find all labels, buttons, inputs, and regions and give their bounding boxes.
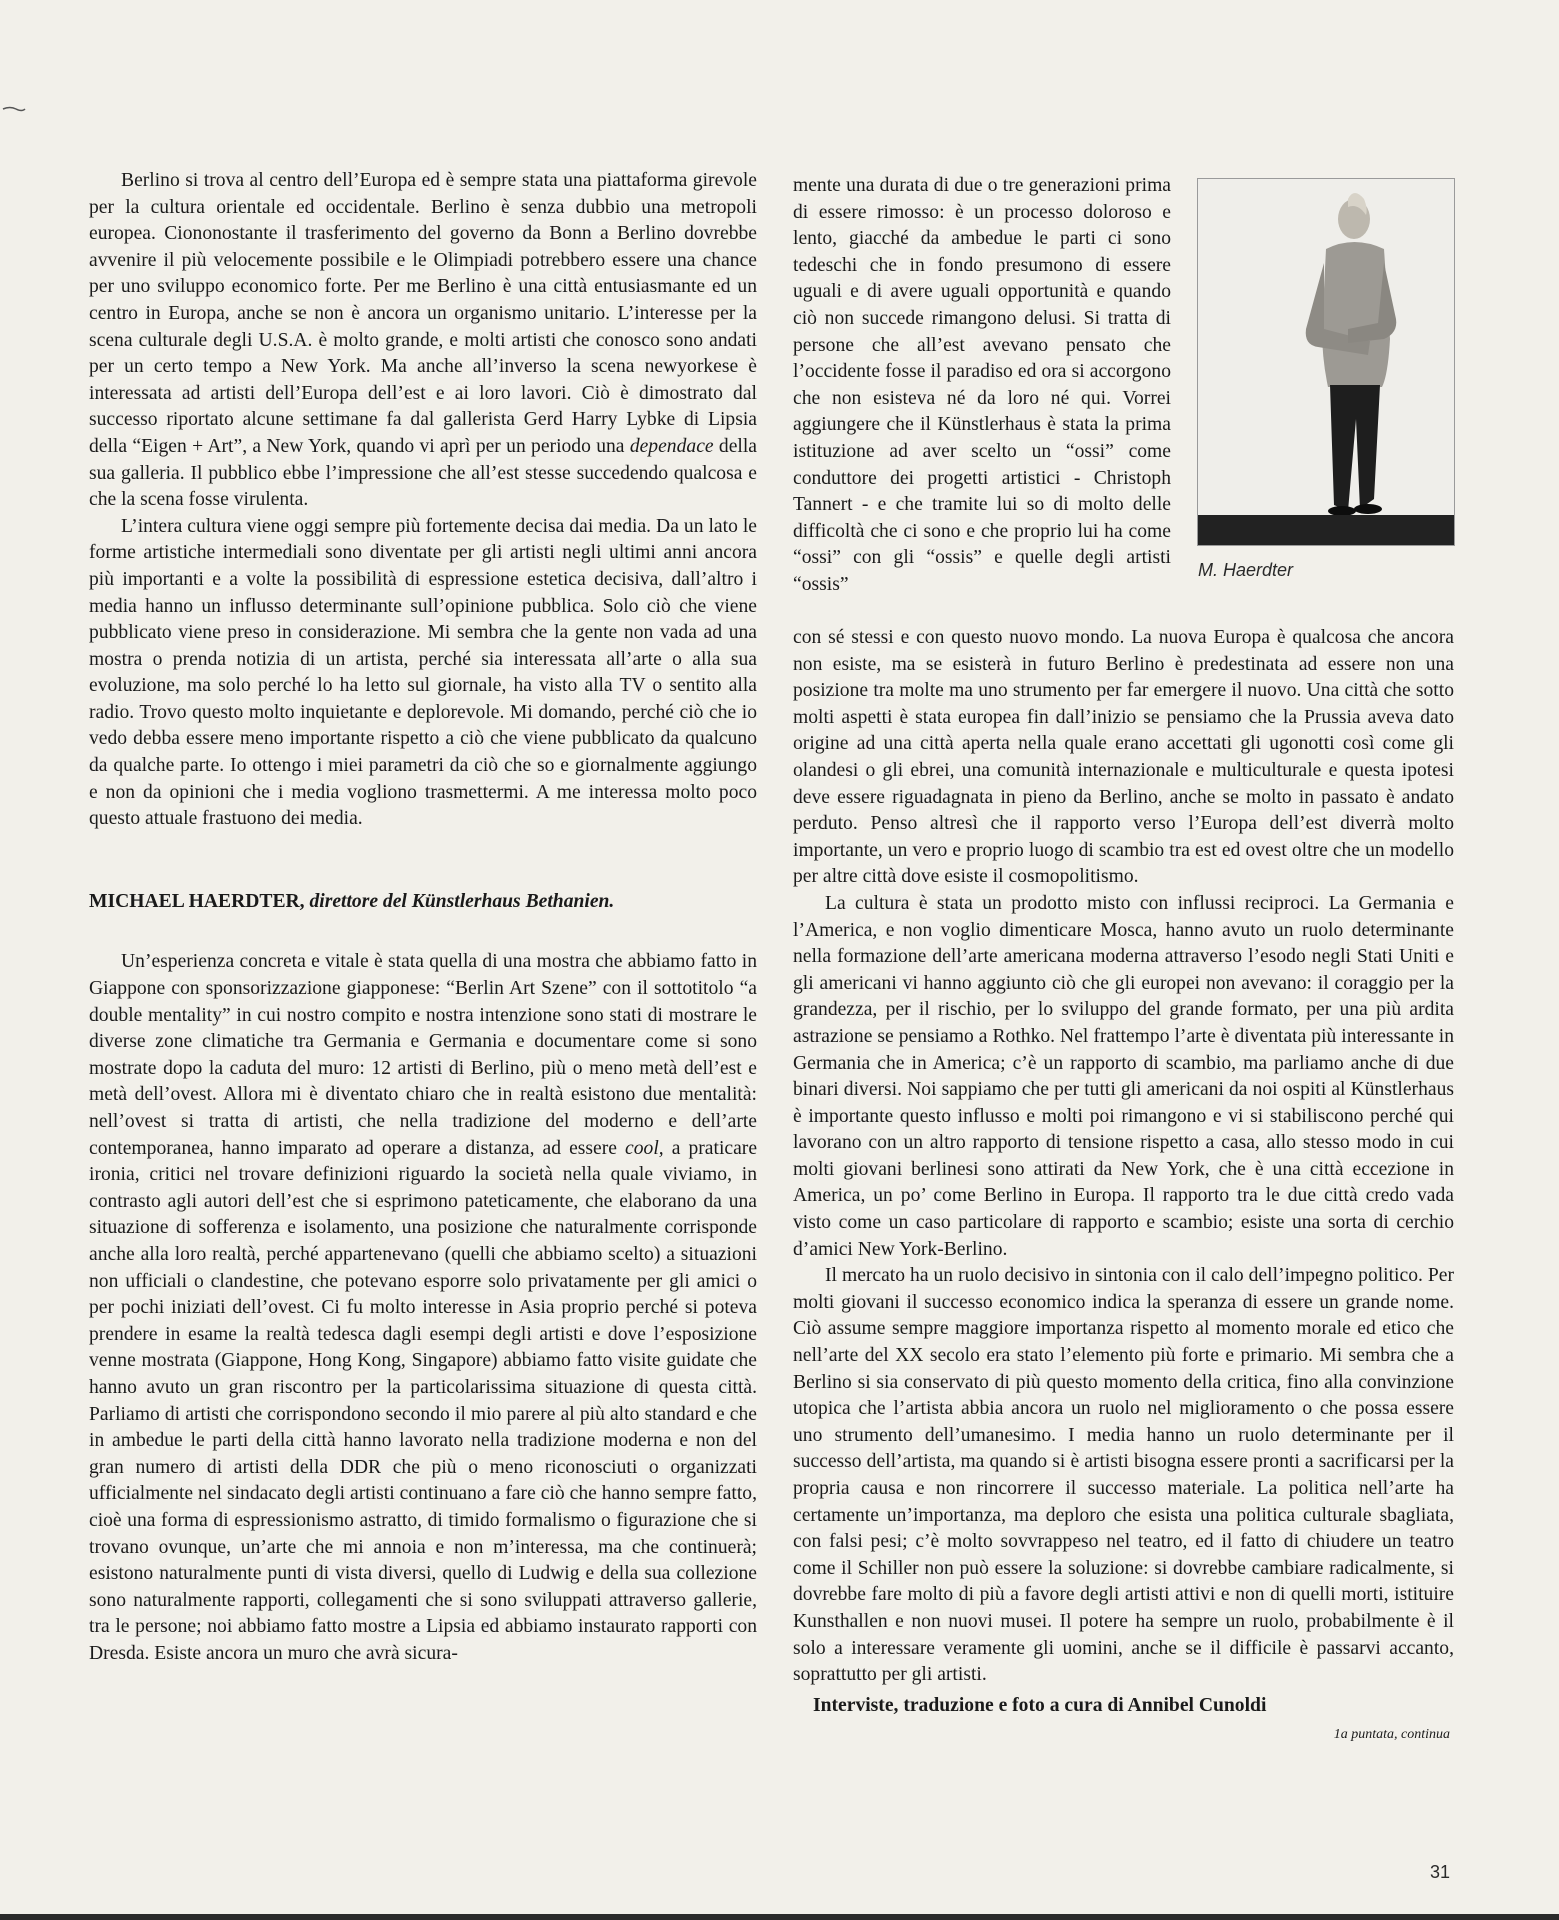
credits-line: Interviste, traduzione e foto a cura di Annibel Cunoldi bbox=[813, 1694, 1267, 1716]
right-column-top bbox=[793, 173, 1171, 599]
byline-role: direttore del Künstlerhaus Bethanien. bbox=[309, 890, 615, 912]
byline-name: MICHAEL HAERDTER, bbox=[89, 890, 305, 912]
scan-mark bbox=[2, 104, 26, 114]
continuation-note: 1a puntata, continua bbox=[1333, 1727, 1450, 1743]
paragraph: Il mercato ha un ruolo decisivo in sintonia con il calo dell’impegno politico. Per molti giovani il successo economico indica la speranza di essere un grande nome. Ciò assume sempre maggiore importanza rispetto al momento morale ed etico che nell’arte del XX secolo era stato l’elemento più forte e primario. Mi sembra che a Berlino si sia conservato di più questo momento della critica, fino alla convinzione utopica che l’artista abbia ancora un ruolo nel miglioramento o che possa essere uno strumento dell’umanesimo. I media hanno un ruolo determinante per il successo dell’artista, ma quando si è artisti bisogna essere pronti a sacrificarsi per la propria causa e non rincorrere il successo materiale. La politica nell’arte ha certamente un’importanza, ma deploro che esista una politica culturale sbagliata, con falsi pesi; c’è molto sovvrappeso nel teatro, ed il fatto di chiudere un teatro come il Schiller non può essere la soluzione: si dovrebbe cambiare radicalmente, si dovrebbe fare molto di più a favore degli artisti attivi e non di quelli morti, istituire Kunsthallen e non nuovi musei. Il potere ha sempre un ruolo, probabilmente è il solo a interessare veramente gli uomini, anche se il difficile è passarvi accanto, soprattutto per gli artisti. bbox=[793, 1265, 1454, 1686]
interview-byline bbox=[89, 889, 757, 916]
paragraph: Un’esperienza concreta e vitale è stata quella di una mostra che abbiamo fatto in Giappone con sponsorizzazione giapponese: “Berlin Art Szene” con il sottotitolo “a double mentality” in cui nostro compito e nostra intenzione sono stati di mostrare le diverse zone climatiche tra Germania e Germania e documentare come si sono mostrate dopo la caduta del muro: 12 artisti di Berlino, più o meno metà dell’est e metà dell’ovest. Allora mi è diventato chiaro che in realtà esistono due mentalità: nell’ovest si tratta di artisti, che nella tradizione del moderno e dell’arte contemporanea, hanno imparato ad operare a distanza, ad essere cool, a praticare ironia, critici nel trovare definizioni riguardo la società nella quale viviamo, in contrasto agli autori dell’est che si esprimono pateticamente, che elaborano da una situazione di sofferenza e isolamento, una posizione che naturalmente corrisponde anche alla loro realtà, perché appartenevano (quelli che abbiamo scelto) a situazioni non ufficiali o clandestine, che potevano esporre solo privatamente per gli amici o per pochi iniziati dell’ovest. Ci fu molto interesse in Asia proprio perché si poteva prendere in esame la realtà tedesca dagli esempi degli artisti e dove l’esposizione venne mostrata (Giappone, Hong Kong, Singapore) abbiamo fatto visite guidate che hanno avuto un gran riscontro per la particolarissima situazione di questa città. Parliamo di artisti che corrispondono secondo il mio parere al più alto standard e che in ambedue le parti della città hanno lavorato nella tradizione moderna e non del gran numero di artisti della DDR che più o meno riconosciuti o organizzati ufficialmente nel sindacato degli artisti continuano a fare ciò che hanno sempre fatto, cioè una forma di espressionismo astratto, di timido formalismo o figurazione che si trovano ovunque, un’arte che mi annoia e non m’interessa, ma che continuerà; esistono naturalmente punti di vista diversi, quello di Ludwig e della sua collezione sono naturalmente rapporti, collegamenti che si sono sviluppati attraverso gallerie, tra le persone; noi abbiamo fatto mostre a Lipsia ed abbiamo instaurato rapporti con Dresda. Esiste ancora un muro che avrà sicura- bbox=[89, 951, 758, 1664]
portrait-photo bbox=[1197, 178, 1455, 546]
paragraph: Berlino si trova al centro dell’Europa ed è sempre stata una piattaforma girevole per la cultura orientale ed occidentale. Berlino è senza dubbio una metropoli europea. Ciononostante il trasferimento del governo da Bonn a Berlino dovrebbe avvenire il più velocemente possibile e le Olimpiadi potrebbero essere una chance per uno sviluppo economico forte. Per me Berlino è una città entusiasmante ed un centro in Europa, anche se non è ancora un organismo unitario. L’interesse per la scena culturale degli U.S.A. è molto grande, e molti artisti che conosco sono andati per un certo tempo a New York. Ma anche all’inverso la scena newyorkese è interessata ad artisti dell’Europa dell’est e ai loro lavori. Ciò è dimostrato dal successo riportato alcune settimane fa dal gallerista Gerd Harry Lybke di Lipsia della “Eigen + Art”, a New York, quando vi aprì per un periodo una dependace della sua galleria. Il pubblico ebbe l’impressione che all’est stesse succedendo qualcosa e che la scena fosse virulenta. bbox=[89, 170, 757, 511]
right-column bbox=[793, 625, 1454, 1745]
photo-floor bbox=[1198, 515, 1454, 545]
page-number: 31 bbox=[1430, 1862, 1451, 1882]
paragraph: con sé stessi e con questo nuovo mondo. La nuova Europa è qualcosa che ancora non esiste, ma se esisterà in futuro Berlino è predestinata ad essere non una posizione tra molte ma uno strumento per far emergere il nuovo. Una città che sotto molti aspetti è stata europea fin dall’inizio se pensiamo che la Prussia aveva dato origine ad una città aperta nella quale erano accettati gli ugonotti così come gli olandesi o gli ebrei, una comunità internazionale e multiculturale e questa ipotesi deve essere riguadagnata in pieno da Berlino, anche se molto in passato è andato perduto. Penso altresì che il rapporto verso l’Europa dell’est diverrà molto importante, un vero e proprio luogo di scambio tra est ed ovest oltre che un modello per altre città dove esiste il cosmopolitismo. bbox=[793, 627, 1454, 888]
left-column bbox=[89, 168, 757, 1667]
paragraph: L’intera cultura viene oggi sempre più fortemente decisa dai media. Da un lato le forme artistiche intermediali sono diventate per gli artisti negli ultimi anni ancora più importanti e a volte la possibilità di espressione estetica decisiva, dall’altro i media hanno un influsso determinante sull’opinione pubblica. Solo ciò che viene pubblicato viene preso in considerazione. Mi sembra che la gente non vada ad una mostra o prenda notizia di un artista, perché sia interessata all’arte o alla sua evoluzione, ma solo perché lo ha letto sul giornale, ha visto alla TV o sentito alla radio. Trovo questo molto inquietante e deplorevole. Mi domando, perché ciò che io vedo debba essere meno importante rispetto a ciò che viene pubblicato da qualcuno da qualche parte. Io ottengo i miei parametri da ciò che so e giornalmente aggiungo e non da opinioni che i media vogliono trasmettermi. A me interessa molto poco questo attuale frastuono dei media. bbox=[89, 515, 757, 830]
photo-caption: M. Haerdter bbox=[1198, 560, 1294, 580]
paragraph: La cultura è stata un prodotto misto con influssi reciproci. La Germania e l’America, e non voglio dimenticare Mosca, hanno avuto un ruolo determinante nella formazione dell’arte americana moderna attraverso l’esodo negli Stati Uniti e gli americani vi hanno aggiunto ciò che gli europei non avevano: il coraggio per la grandezza, per il rischio, per lo sviluppo del grande formato, per una più ardita astrazione se pensiamo a Rothko. Nel frattempo l’arte è diventata più interessante in Germania che in America; c’è un rapporto di scambio, ma parliamo anche di due binari diversi. Noi sappiamo che per tutti gli americani da noi ospiti al Künstlerhaus è importante questo influsso e molti poi rimangono e vi si stabiliscono perché qui lavorano con un altro rapporto di tensione rispetto a casa, allo stesso modo in cui molti giovani berlinesi sono attirati da New York, che è una città eccezione in America, un po’ come Berlino in Europa. Il rapporto tra le due città credo vada visto come un caso particolare di rapporto e scambio; esiste una sorta di cerchio d’amici New York-Berlino. bbox=[793, 892, 1454, 1260]
person-figure-icon bbox=[1198, 179, 1455, 546]
scan-edge bbox=[0, 1914, 1559, 1920]
paragraph: mente una durata di due o tre generazioni prima di essere rimosso: è un processo doloroso e lento, giacché da ambedue le parti ci sono tedeschi che in fondo presumono di essere uguali e di avere uguali opportunità e quando ciò non succede rimangono delusi. Si tratta di persone che all’est avevano pensato che l’occidente fosse il paradiso ed ora si accorgono che non esisteva né da loro né qui. Vorrei aggiungere che il Künstlerhaus è stata la prima istituzione ad aver scelto un “ossi” come conduttore dei progetti artistici - Christoph Tannert - e che tramite lui so di molto delle difficoltà che ci sono e che proprio lui ha come “ossi” con gli “ossis” e quelle degli artisti “ossis” bbox=[793, 175, 1171, 595]
